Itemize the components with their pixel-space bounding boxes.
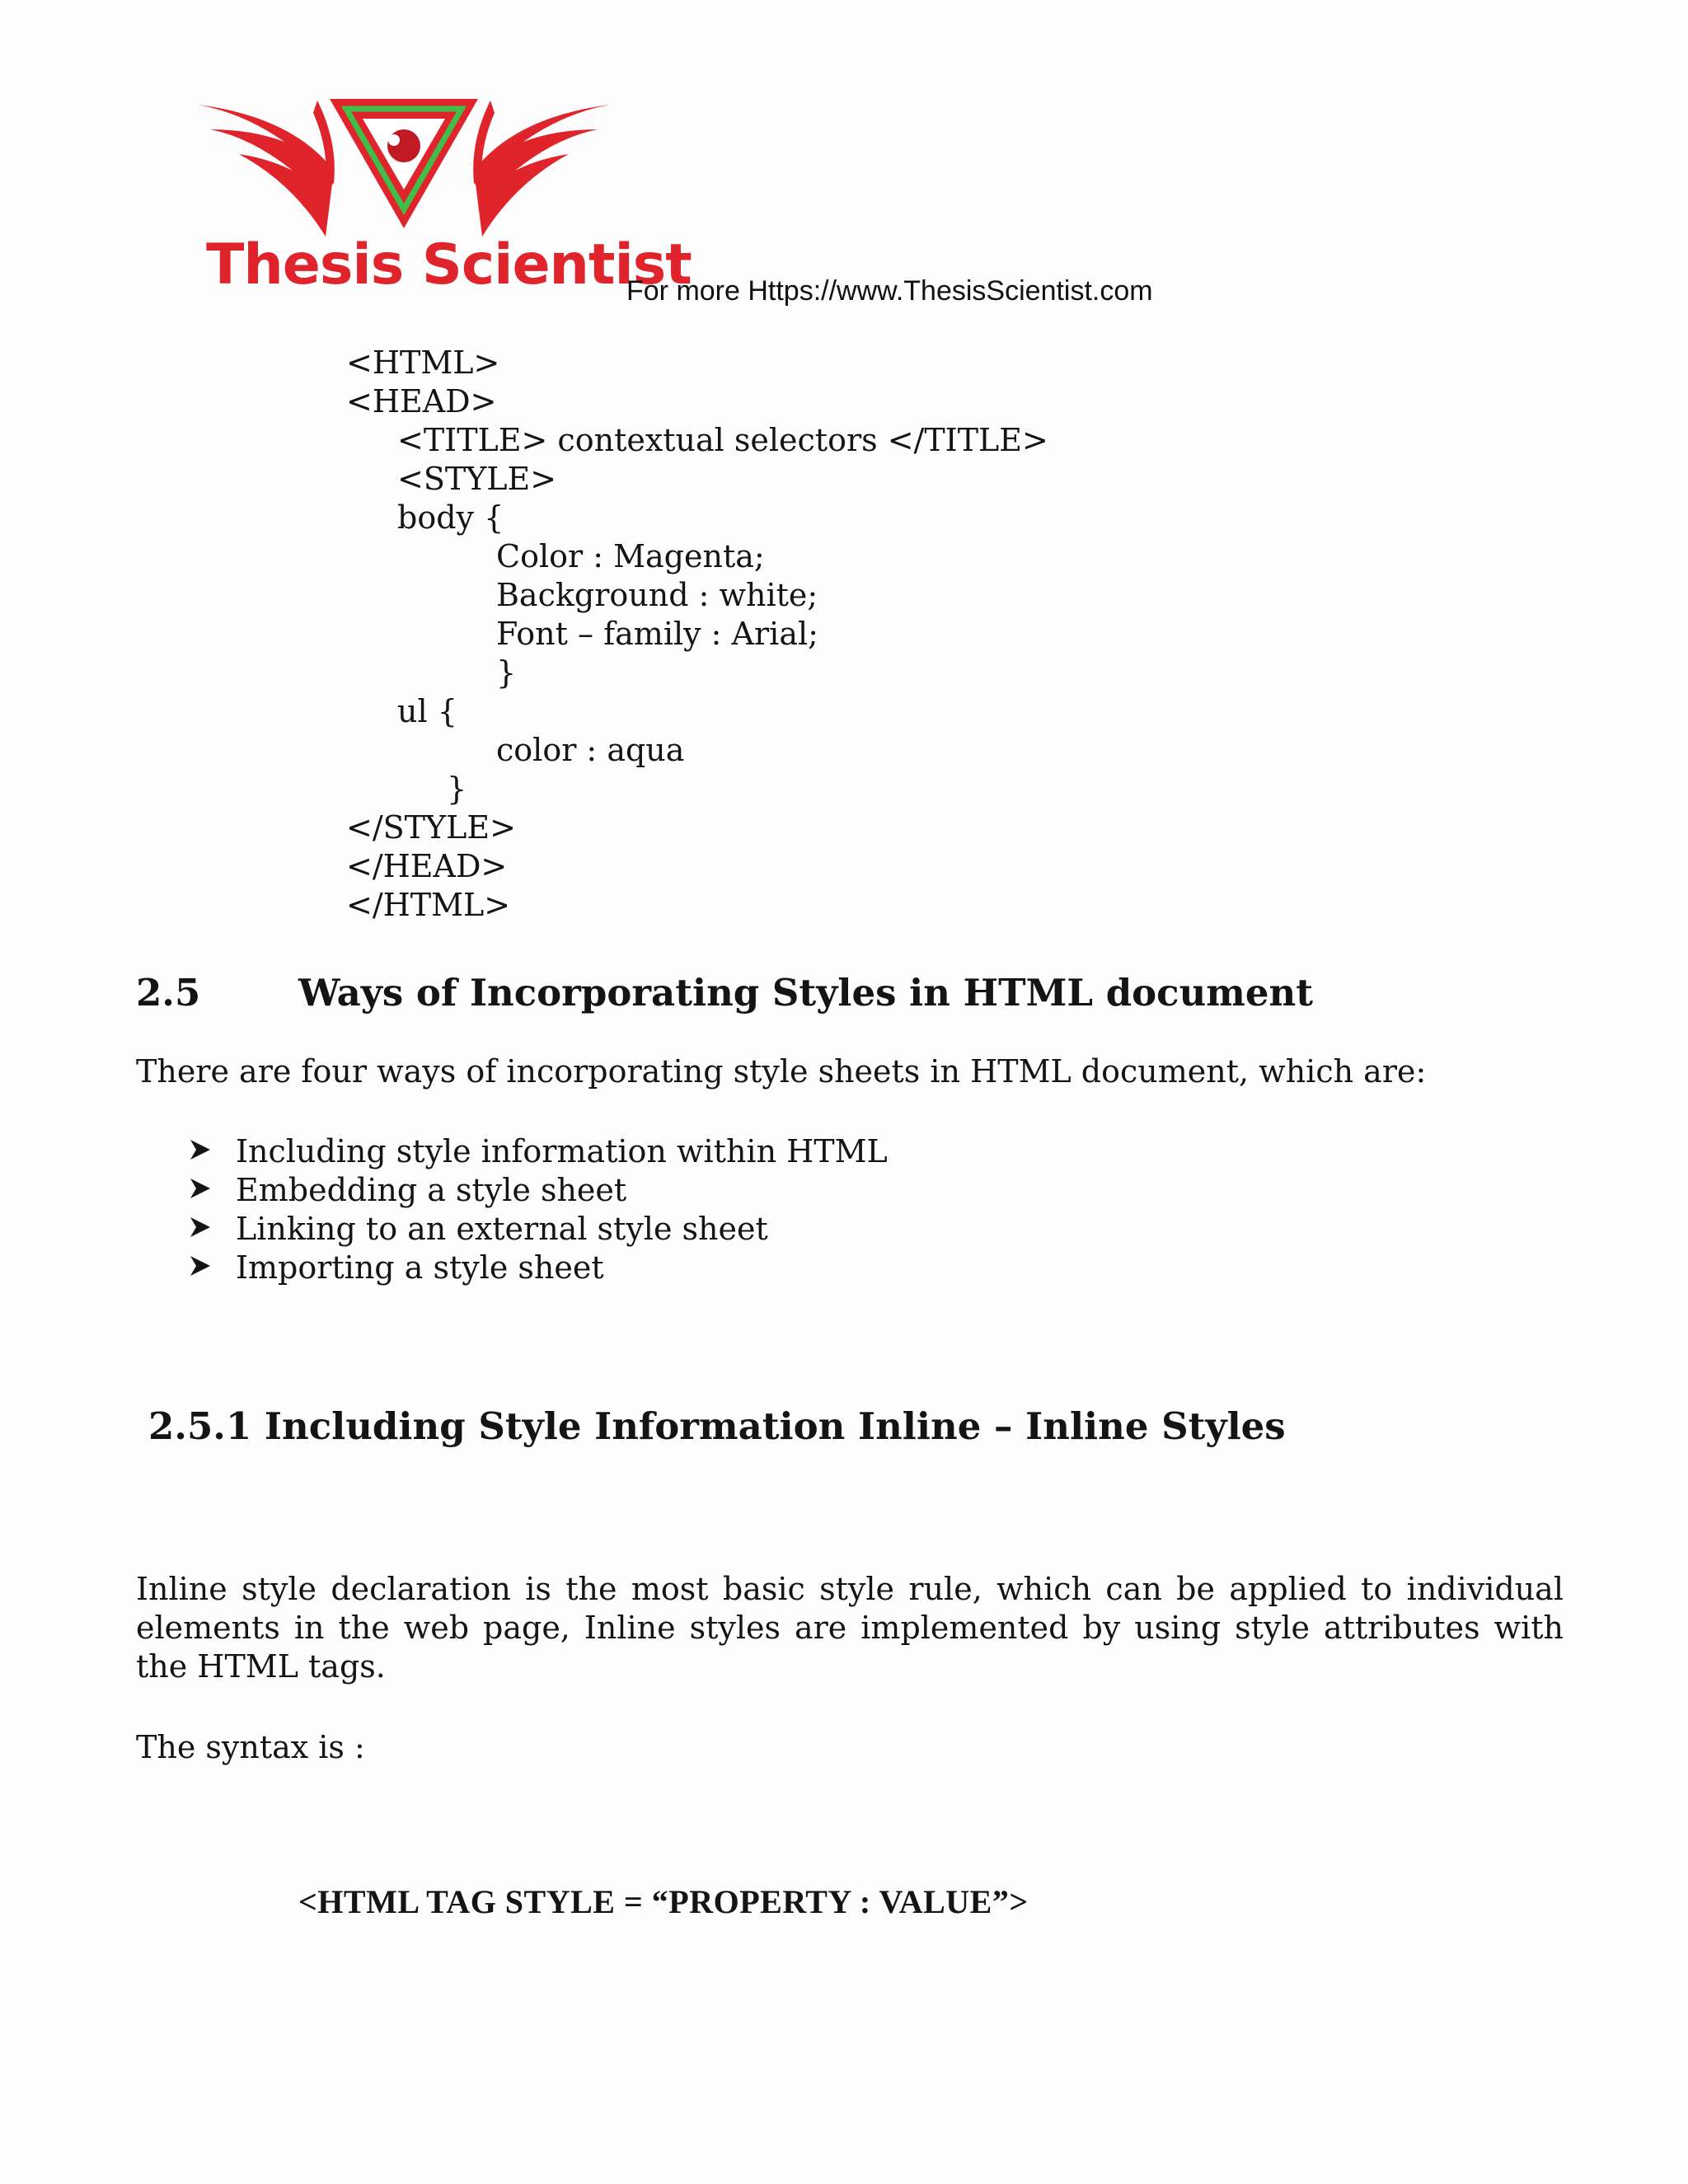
arrow-bullet-icon (188, 1249, 236, 1287)
code-line: } (496, 654, 517, 691)
section-number: 2.5 (136, 971, 201, 1015)
brand-name: Thesis Scientist (206, 232, 692, 298)
list-item (188, 1210, 888, 1249)
bullet-text: Importing a style sheet (236, 1249, 604, 1286)
code-line: } (447, 771, 467, 807)
arrow-bullet-icon (188, 1171, 236, 1210)
code-line: color : aqua (496, 732, 685, 768)
syntax-intro: The syntax is : (136, 1729, 365, 1765)
bullet-text: Embedding a style sheet (236, 1172, 627, 1208)
subsection-title: 2.5.1 Including Style Information Inline – Inline Styles (148, 1404, 1286, 1448)
code-line: </STYLE> (346, 809, 516, 846)
list-item (188, 1132, 888, 1171)
inline-style-paragraph: Inline style declaration is the most basic style rule, which can be applied to individual elements in the web page, Inline styles are implemented by using style attributes with the HTML tags. (136, 1571, 1564, 1685)
code-line: </HTML> (346, 887, 511, 923)
section-title: Ways of Incorporating Styles in HTML document (298, 971, 1314, 1015)
code-line: <HTML> (346, 344, 500, 381)
code-line: Font – family : Arial; (496, 616, 818, 652)
list-item (188, 1171, 888, 1210)
bullet-list (188, 1132, 888, 1287)
code-line: <TITLE> contextual selectors </TITLE> (397, 422, 1048, 458)
arrow-bullet-icon (188, 1210, 236, 1249)
winged-triangle-logo-icon (194, 92, 614, 237)
thesis-scientist-logo (194, 92, 692, 311)
code-line: <STYLE> (397, 461, 557, 497)
syntax-example: <HTML TAG STYLE = “PROPERTY : VALUE”> (298, 1883, 1029, 1920)
code-line: Color : Magenta; (496, 538, 765, 574)
code-line: Background : white; (496, 577, 818, 613)
code-line: </HEAD> (346, 848, 508, 884)
list-item (188, 1249, 888, 1287)
more-info-link[interactable]: For more Https://www.ThesisScientist.com (626, 275, 1153, 307)
code-line: <HEAD> (346, 383, 497, 419)
code-line: ul { (397, 693, 457, 729)
intro-text: There are four ways of incorporating style sheets in HTML document, which are: (136, 1053, 1427, 1090)
arrow-bullet-icon (188, 1132, 236, 1171)
code-line: body { (397, 499, 504, 536)
bullet-text: Including style information within HTML (236, 1133, 888, 1169)
bullet-text: Linking to an external style sheet (236, 1211, 768, 1247)
